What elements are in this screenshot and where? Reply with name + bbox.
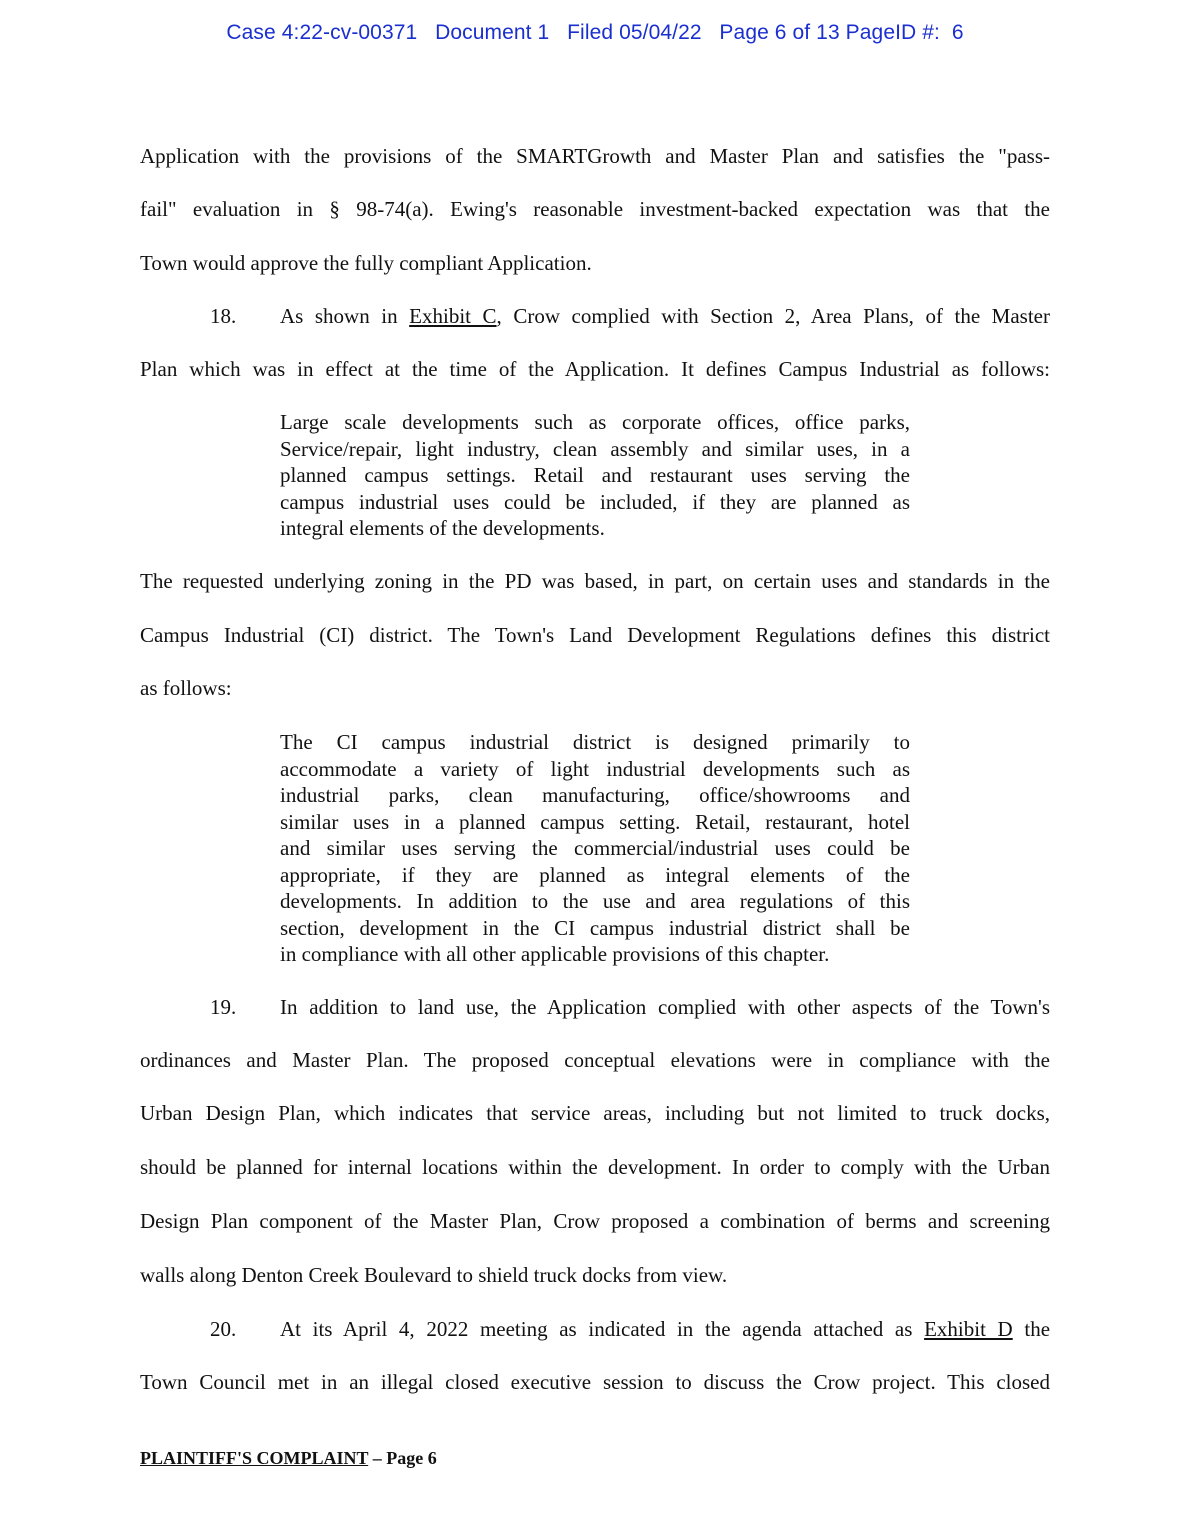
footer-title: PLAINTIFF'S COMPLAINT <box>140 1448 369 1468</box>
exhibit-c-reference: Exhibit C <box>409 304 497 328</box>
p20-line-1-after: the <box>1012 1317 1051 1341</box>
quote2-line: and similar uses serving the commercial/industrial uses could be <box>280 836 910 860</box>
p19-line-3: Urban Design Plan, which indicates that service areas, including but not limited to truck docks, <box>140 1101 1050 1125</box>
p20-line-1-before: At its April 4, 2022 meeting as indicated in the agenda attached as <box>280 1317 925 1341</box>
p20-line-1 <box>280 1317 1050 1341</box>
exhibit-d-reference: Exhibit D <box>924 1317 1013 1341</box>
quote1-line: Service/repair, light industry, clean assembly and similar uses, in a <box>280 436 910 461</box>
page-footer <box>140 1448 437 1469</box>
quote2-line: appropriate, if they are planned as integral elements of the <box>280 862 910 887</box>
paragraph-number-19: 19. <box>210 995 237 1019</box>
paragraph-number-18: 18. <box>210 304 237 328</box>
p18-cont-line-2: Campus Industrial (CI) district. The Town's Land Development Regulations defines this district <box>140 623 1050 647</box>
p18-cont-line-3: as follows: <box>140 676 232 700</box>
p17-line-2: fail" evaluation in § 98-74(a). Ewing's reasonable investment-backed expectation was that the <box>140 197 1050 221</box>
quote2-line: in compliance with all other applicable provisions of this chapter. <box>280 942 830 966</box>
block-quote-campus-industrial <box>280 409 910 542</box>
footer-page-label: – Page 6 <box>368 1448 437 1468</box>
quote1-line: integral elements of the developments. <box>280 516 605 540</box>
p19-line-6: walls along Denton Creek Boulevard to shield truck docks from view. <box>140 1263 728 1287</box>
quote1-line: Large scale developments such as corporate offices, office parks, <box>280 410 910 434</box>
block-quote-ci-district <box>280 729 910 968</box>
paragraph-number-20: 20. <box>210 1317 237 1341</box>
quote2-line: The CI campus industrial district is designed primarily to <box>280 730 910 754</box>
p19-line-1: In addition to land use, the Application complied with other aspects of the Town's <box>280 995 1050 1019</box>
case-header: Case 4:22-cv-00371 Document 1 Filed 05/04/22 Page 6 of 13 PageID #: 6 <box>226 21 964 44</box>
quote2-line: industrial parks, clean manufacturing, office/showrooms and <box>280 783 910 807</box>
p19-line-4: should be planned for internal locations within the development. In order to comply with the Urban <box>140 1155 1050 1179</box>
p18-line-1 <box>280 304 1050 328</box>
p20-line-2: Town Council met in an illegal closed executive session to discuss the Crow project. This closed <box>140 1370 1050 1394</box>
p18-line-1-before: As shown in <box>280 304 410 328</box>
p18-cont-line-1: The requested underlying zoning in the PD was based, in part, on certain uses and standards in the <box>140 569 1050 593</box>
p18-line-2: Plan which was in effect at the time of the Application. It defines Campus Industrial as follows: <box>140 357 1050 381</box>
p18-line-1-after: , Crow complied with Section 2, Area Plans, of the Master <box>496 304 1051 328</box>
quote2-line: developments. In addition to the use and area regulations of this <box>280 889 910 913</box>
p17-line-1: Application with the provisions of the SMARTGrowth and Master Plan and satisfies the "pass- <box>140 144 1050 168</box>
quote2-line: section, development in the CI campus industrial district shall be <box>280 915 910 940</box>
p19-line-5: Design Plan component of the Master Plan, Crow proposed a combination of berms and screening <box>140 1209 1050 1233</box>
quote2-line: accommodate a variety of light industrial developments such as <box>280 756 910 781</box>
quote1-line: planned campus settings. Retail and restaurant uses serving the <box>280 463 910 487</box>
quote2-line: similar uses in a planned campus setting. Retail, restaurant, hotel <box>280 809 910 834</box>
p17-line-3: Town would approve the fully compliant Application. <box>140 251 592 275</box>
quote1-line: campus industrial uses could be included, if they are planned as <box>280 489 910 514</box>
p19-line-2: ordinances and Master Plan. The proposed conceptual elevations were in compliance with the <box>140 1048 1050 1072</box>
